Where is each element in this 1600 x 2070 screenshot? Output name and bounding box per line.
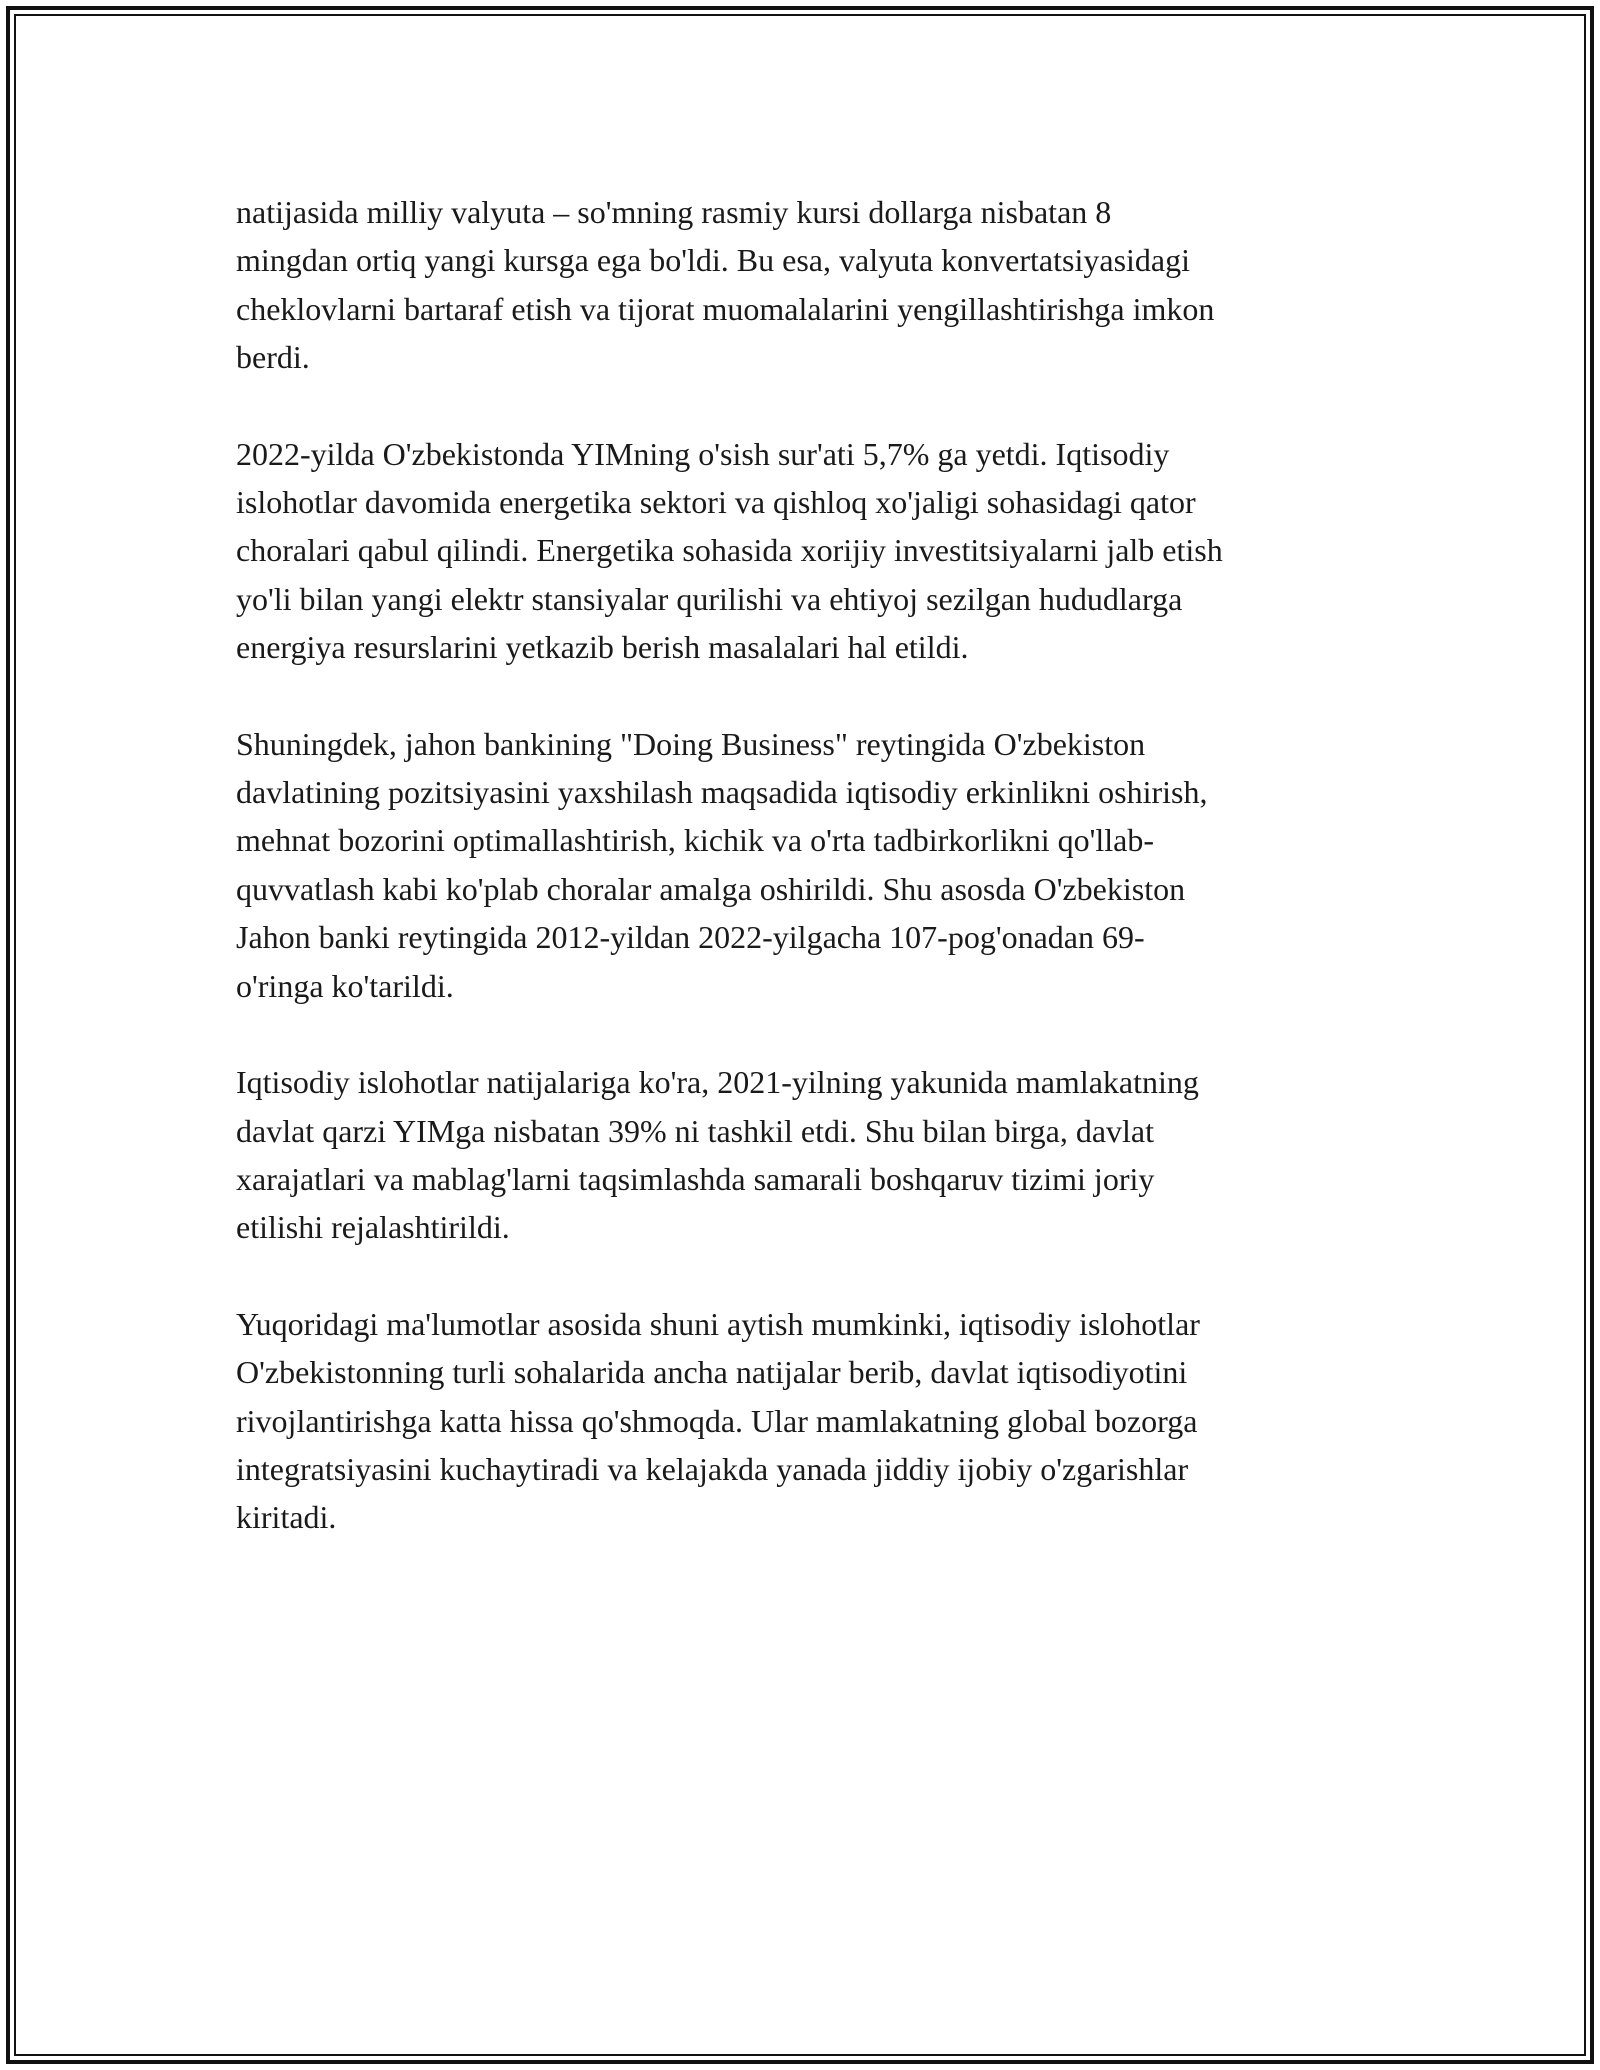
text-line: o'ringa ko'tarildi. <box>236 967 454 1004</box>
paragraph-public-debt <box>236 1058 1396 1252</box>
text-line: choralari qabul qilindi. Energetika sohasida xorijiy investitsiyalarni jalb etish <box>236 532 1223 569</box>
text-line: 2022-yilda O'zbekistonda YIMning o'sish sur'ati 5,7% ga yetdi. Iqtisodiy <box>236 435 1170 472</box>
text-line: mehnat bozorini optimallashtirish, kichik va o'rta tadbirkorlikni qo'llab- <box>236 822 1154 859</box>
text-line: Jahon banki reytingida 2012-yildan 2022-yilgacha 107-pog'onadan 69- <box>236 919 1145 956</box>
text-line: O'zbekistonning turli sohalarida ancha natijalar berib, davlat iqtisodiyotini <box>236 1354 1188 1391</box>
text-line: kiritadi. <box>236 1499 337 1536</box>
paragraph-currency-reform <box>236 188 1396 382</box>
text-line: davlat qarzi YIMga nisbatan 39% ni tashkil etdi. Shu bilan birga, davlat <box>236 1112 1155 1149</box>
text-line: rivojlantirishga katta hissa qo'shmoqda. Ular mamlakatning global bozorga <box>236 1402 1198 1439</box>
paragraph-gdp-growth <box>236 430 1396 672</box>
text-line: etilishi rejalashtirildi. <box>236 1209 510 1246</box>
text-line: Iqtisodiy islohotlar natijalariga ko'ra, 2021-yilning yakunida mamlakatning <box>236 1064 1199 1101</box>
text-line: Yuqoridagi ma'lumotlar asosida shuni aytish mumkinki, iqtisodiy islohotlar <box>236 1305 1200 1342</box>
text-line: xarajatlari va mablag'larni taqsimlashda samarali boshqaruv tizimi joriy <box>236 1160 1155 1197</box>
text-line: islohotlar davomida energetika sektori va qishloq xo'jaligi sohasidagi qator <box>236 484 1196 521</box>
text-line: cheklovlarni bartaraf etish va tijorat muomalalarini yengillashtirishga imkon <box>236 290 1215 327</box>
text-line: natijasida milliy valyuta – so'mning rasmiy kursi dollarga nisbatan 8 <box>236 194 1112 230</box>
text-line: berdi. <box>236 339 310 376</box>
text-line: energiya resurslarini yetkazib berish masalalari hal etildi. <box>236 629 969 666</box>
text-line: integratsiyasini kuchaytiradi va kelajakda yanada jiddiy ijobiy o'zgarishlar <box>236 1450 1189 1487</box>
paragraph-conclusion <box>236 1300 1396 1542</box>
text-line: quvvatlash kabi ko'plab choralar amalga oshirildi. Shu asosda O'zbekiston <box>236 870 1186 907</box>
document-body <box>236 188 1396 1590</box>
paragraph-doing-business <box>236 720 1396 1010</box>
text-line: davlatining pozitsiyasini yaxshilash maqsadida iqtisodiy erkinlikni oshirish, <box>236 774 1208 811</box>
text-line: yo'li bilan yangi elektr stansiyalar qurilishi va ehtiyoj sezilgan hududlarga <box>236 580 1183 617</box>
text-line: Shuningdek, jahon bankining "Doing Business" reytingida O'zbekiston <box>236 725 1146 762</box>
text-line: mingdan ortiq yangi kursga ega bo'ldi. Bu esa, valyuta konvertatsiyasidagi <box>236 242 1190 279</box>
